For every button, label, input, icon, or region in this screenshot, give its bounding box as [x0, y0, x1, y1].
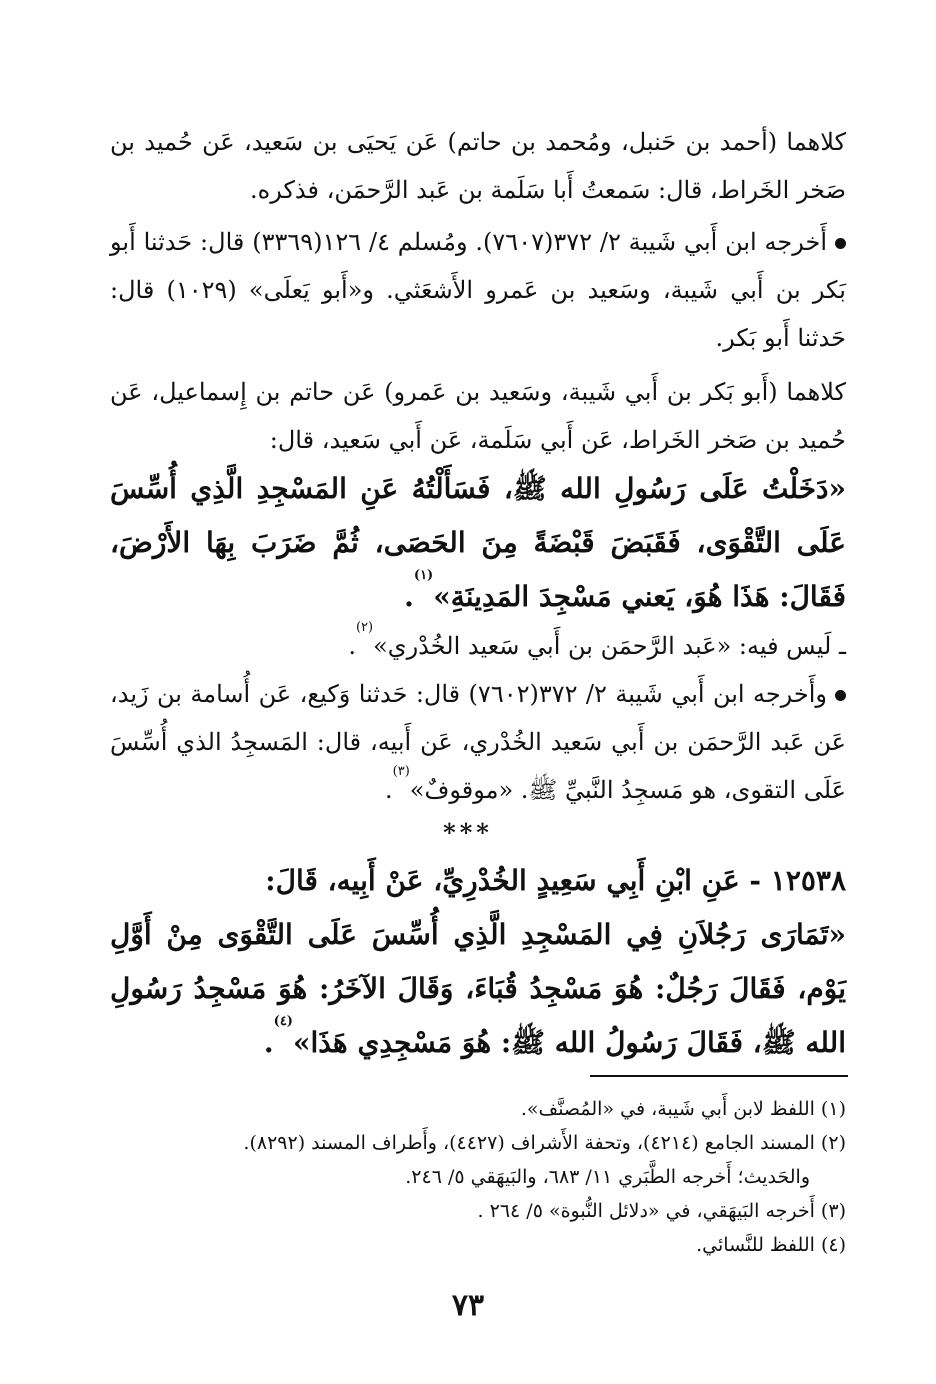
paragraph-2: [110, 218, 846, 362]
footnote-ref: (٢): [355, 620, 374, 635]
hadith-text: «دَخَلْتُ عَلَى رَسُولِ الله ﷺ، فَسَأَلْتُهُ عَنِ المَسْجِدِ الَّذِي أُسِّسَ عَلَى التَّقْوَى، فَقَبَضَ قَبْضَةً مِنَ الحَصَى، ثُمَّ ضَرَبَ بِهَا الأَرْضَ، فَقَالَ: هَذَا هُوَ، يَعني مَسْجِدَ المَدِينَةِ»: [110, 472, 846, 613]
paragraph-3: [110, 368, 846, 464]
hadith-text: «تَمَارَى رَجُلاَنِ فِي المَسْجِدِ الَّذِي أُسِّسَ عَلَى التَّقْوَى مِنْ أَوَّلِ يَوْم، فَقَالَ رَجُلٌ: هُوَ مَسْجِدُ قُبَاءَ، وَقَالَ الآخَرُ: هُوَ مَسْجِدُ رَسُولِ الله ﷺ، فَقَالَ رَسُولُ الله ﷺ: هُوَ مَسْجِدِي هَذَا»: [110, 918, 846, 1059]
footnote-item: (١) اللفظ لابن أَبي شَيبة، في «المُصنَّف».: [520, 1098, 846, 1120]
paragraph-4: ـ لَيس فيه: «عَبد الرَّحمَن بن أَبي سَعيد الخُدْري»$^{(٢)}$.: [348, 620, 846, 660]
footnote-item: والحَديث؛ أَخرجه الطَّبَري ١١/ ٦٨٣، والبَيهَقي ٥/ ٢٤٦.: [405, 1166, 810, 1188]
paragraph-text: كلاهما (أحمد بن حَنبل، ومُحمد بن حاتم) عَن يَحيَى بن سَعيد، عَن حُميد بن صَخر الخَراط، قال: سَمعتُ أَبا سَلَمة بن عَبد الرَّحمَن، فذكره.: [110, 128, 846, 204]
footnote-ref: (٣): [392, 764, 410, 779]
hadith-1: «دَخَلْتُ عَلَى رَسُولِ الله ﷺ، فَسَأَلْتُهُ عَنِ المَسْجِدِ الَّذِي أُسِّسَ عَلَى التَّقْوَى، فَقَبَضَ قَبْضَةً مِنَ الحَصَى، ثُمَّ ضَرَبَ بِهَا الأَرْضَ، فَقَالَ: هَذَا هُوَ، يَعني مَسْجِدَ المَدِينَةِ»$^{(١)}$.: [110, 472, 846, 613]
paragraph-text: ـ لَيس فيه: «عَبد الرَّحمَن بن أَبي سَعيد الخُدْري»: [373, 632, 846, 660]
paragraph-1: [110, 118, 846, 214]
heading-text: ١٢٥٣٨ - عَنِ ابْنِ أَبِي سَعِيدٍ الخُدْرِيِّ، عَنْ أَبِيه، قَالَ:: [265, 864, 846, 897]
footnote-item: (٢) المسند الجامع (٤٢١٤)، وتحفة الأَشراف (٤٤٢٧)، وأَطراف المسند (٨٢٩٢).: [243, 1132, 846, 1154]
hadith-heading: [110, 856, 846, 906]
footnote-ref: (١): [413, 568, 434, 583]
paragraph-text: وأَخرجه ابن أَبي شَيبة ٢/ ٣٧٢(٧٦٠٢) قال: حَدثنا وَكيع، عَن أُسامة بن زَيد، عَن عَبد الرَّحمَن بن أَبي سَعيد الخُدْري، عَن أَبيه، قال: المَسجِدُ الذي أُسِّسَ عَلَى التقوى، هو مَسجِدُ النَّبيِّ ﷺ. «موقوفٌ»: [110, 680, 846, 804]
footnote-item: (٣) أَخرجه البَيهَقي، في «دلائل النُّبوة» ٥/ ٢٦٤ .: [477, 1200, 846, 1222]
footnotes: [110, 1092, 846, 1262]
paragraph-text: أَخرجه ابن أَبي شَيبة ٢/ ٣٧٢(٧٦٠٧). ومُسلم ٤/ ١٢٦(٣٣٦٩) قال: حَدثنا أَبو بَكر بن أَبي شَيبة، وسَعيد بن عَمرو الأَشعَثي. و«أَبو يَعلَى» (١٠٢٩) قال: حَدثنا أَبو بَكر.: [110, 228, 846, 352]
bullet-icon: [835, 690, 846, 701]
paragraph-5: وأَخرجه ابن أَبي شَيبة ٢/ ٣٧٢(٧٦٠٢) قال: حَدثنا وَكيع، عَن أُسامة بن زَيد، عَن عَبد الرَّحمَن بن أَبي سَعيد الخُدْري، عَن أَبيه، قال: المَسجِدُ الذي أُسِّسَ عَلَى التقوى، هو مَسجِدُ النَّبيِّ ﷺ. «موقوفٌ»$^{(٣)}$.: [110, 680, 846, 804]
footnote-item: (٤) اللفظ للنَّسائي.: [696, 1234, 846, 1256]
footnote-ref: (٤): [273, 1014, 293, 1029]
bullet-icon: [835, 238, 846, 249]
paragraph-text: كلاهما (أَبو بَكر بن أَبي شَيبة، وسَعيد بن عَمرو) عَن حاتم بن إِسماعيل، عَن حُميد بن صَخر الخَراط، عَن أَبي سَلَمة، عَن أَبي سَعيد، قال:: [110, 378, 846, 454]
hadith-2: «تَمَارَى رَجُلاَنِ فِي المَسْجِدِ الَّذِي أُسِّسَ عَلَى التَّقْوَى مِنْ أَوَّلِ يَوْم، فَقَالَ رَجُلٌ: هُوَ مَسْجِدُ قُبَاءَ، وَقَالَ الآخَرُ: هُوَ مَسْجِدُ رَسُولِ الله ﷺ، فَقَالَ رَسُولُ الله ﷺ: هُوَ مَسْجِدِي هَذَا»$^{(٤)}$.: [110, 918, 846, 1059]
footnote-divider: [590, 1075, 848, 1077]
page-number: ٧٣: [451, 1288, 485, 1323]
section-separator: ***: [443, 818, 493, 847]
